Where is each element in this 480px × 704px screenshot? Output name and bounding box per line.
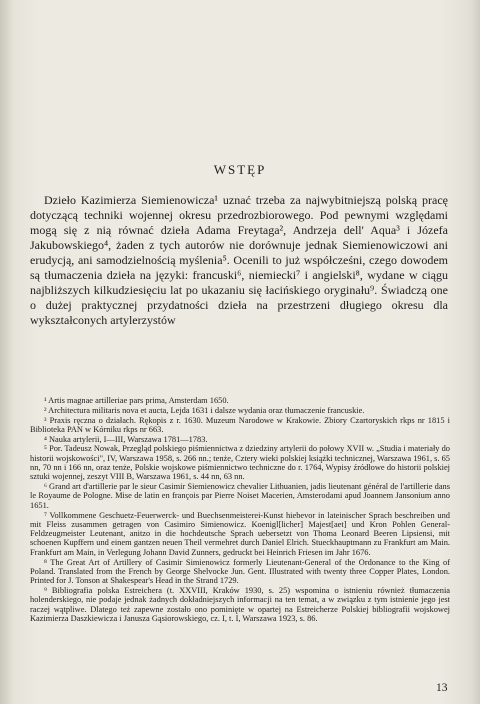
footnote: ⁷ Vollkommene Geschuetz-Feuerwerck- und Buechsenmeisterei-Kunst hiebevor in lateinischer Sprach beschreiben und mit Fleiss zusammen getragen von Casimiro Simienowicz. Koenigl[licher] Majest[aet] und Kron Pohlen General-Feldzeugmeister Leutenant, anitzo in die hochdeutsche Sprach uebersetzt von Thoma Leonard Beeren Lipsiensi, mit schoenen Kupffern und einem gantzen neuen Theil vermehret durch Daniel Elrich. Stueckhauptmann zu Frankfurt am Main. Frankfurt am Main, in Verlegung Johann David Zunners, gedruckt bei Heinrich Friesen im Jahr 1676. <box>30 510 450 557</box>
footnote: ² Architectura militaris nova et aucta, Lejda 1631 i dalsze wydania oraz tłumaczenie francuskie. <box>44 405 365 415</box>
footnote: ³ Praxis ręczna o działach. Rękopis z r. 1630. Muzeum Narodowe w Krakowie. Zbiory Czartoryskich rkps nr 1815 i Biblioteka PAN w Kórniku rkps nr 663. <box>30 415 450 434</box>
footnote: ¹ Artis magnae artilleriae pars prima, Amsterdam 1650. <box>44 396 229 405</box>
body-paragraph: Dzieło Kazimierza Siemienowicza¹ uznać trzeba za najwybitniejszą polską pracę dotyczącą techniki wojennej okresu przedrozbiorowego. Pod pewnymi względami mogą się z nią równać dzieła Adama Freytaga², Andrzeja dell' Aqua³ i Józefa Jakubowskiego⁴, żaden z tych autorów nie dorównuje jednak Siemienowiczowi ani erudycją, ani samodzielnością myślenia⁵. Ocenili to już współcześni, czego dowodem są tłumaczenia dzieła na języki: francuski⁶, niemiecki⁷ i angielski⁸, wydane w ciągu najbliższych kilkudziesięciu lat po ukazaniu się łacińskiego oryginału⁹. Świadczą one o dużej praktycznej przydatności dzieła na przestrzeni długiego okresu dla wykształconych artylerzystów <box>30 193 448 327</box>
footnote: ⁵ Por. Tadeusz Nowak, Przegląd polskiego piśmiennictwa z dziedziny artylerii do połowy XVII w. „Studia i materiały do historii wojskowości", IV, Warszawa 1958, s. 266 nn.; tenże, Cztery wieki polskiej książki technicznej, Warszawa 1961, s. 65 nn, 70 nn i 166 nn, oraz tenże, Polskie wojskowe piśmiennictwo techniczne do r. 1764, Wypisy źródłowe do historii polskiej sztuki wojennej, zeszyt VIII B, Warszawa 1961, s. 44 nn, 63 nn. <box>30 444 450 482</box>
footnote: ⁸ The Great Art of Artillery of Casimir Simienowicz formerly Lieutenant-General of the Ordonance to the King of Poland. Translated from the French by George Shelvocke Jun. Gent. Illustrated with twenty three Copper Plates, London. Printed for J. Tonson at Shakespear's Head in the Strand 1729. <box>30 557 450 586</box>
footnote: ⁴ Nauka artylerii, I—III, Warszawa 1781—1783. <box>44 434 208 444</box>
footnotes <box>30 396 450 624</box>
footnote: ⁶ Grand art d'artillerie par le sieur Casimir Siemienowicz chevalier Lithuanien, jadis lieutenant général de l'artillerie dans le Royaume de Pologne. Mise de latin en françois par Pierre Noiset Macerien, Amsterodami apud Joannem Jansonium anno 1651. <box>30 482 450 510</box>
body-paragraph-block <box>30 193 448 328</box>
page-number: 13 <box>436 682 448 694</box>
footnote: ⁹ Bibliografia polska Estreichera (t. XXVIII, Kraków 1930, s. 25) wspomina o istnieniu również tłumaczenia holenderskiego, nie podaje jednak żadnych dokładniejszych informacji na ten temat, a w związku z tym istnienie jego jest raczej wątpliwe. Dlatego też zapewne zostało ono pominięte w opartej na Estreicherze Polskiej bibliografii wojskowej Kazimierza Daszkiewicza i Janusza Gąsiorowskiego, cz. I, t. I, Warszawa 1923, s. 86. <box>30 585 450 623</box>
chapter-heading: WSTĘP <box>213 162 267 177</box>
